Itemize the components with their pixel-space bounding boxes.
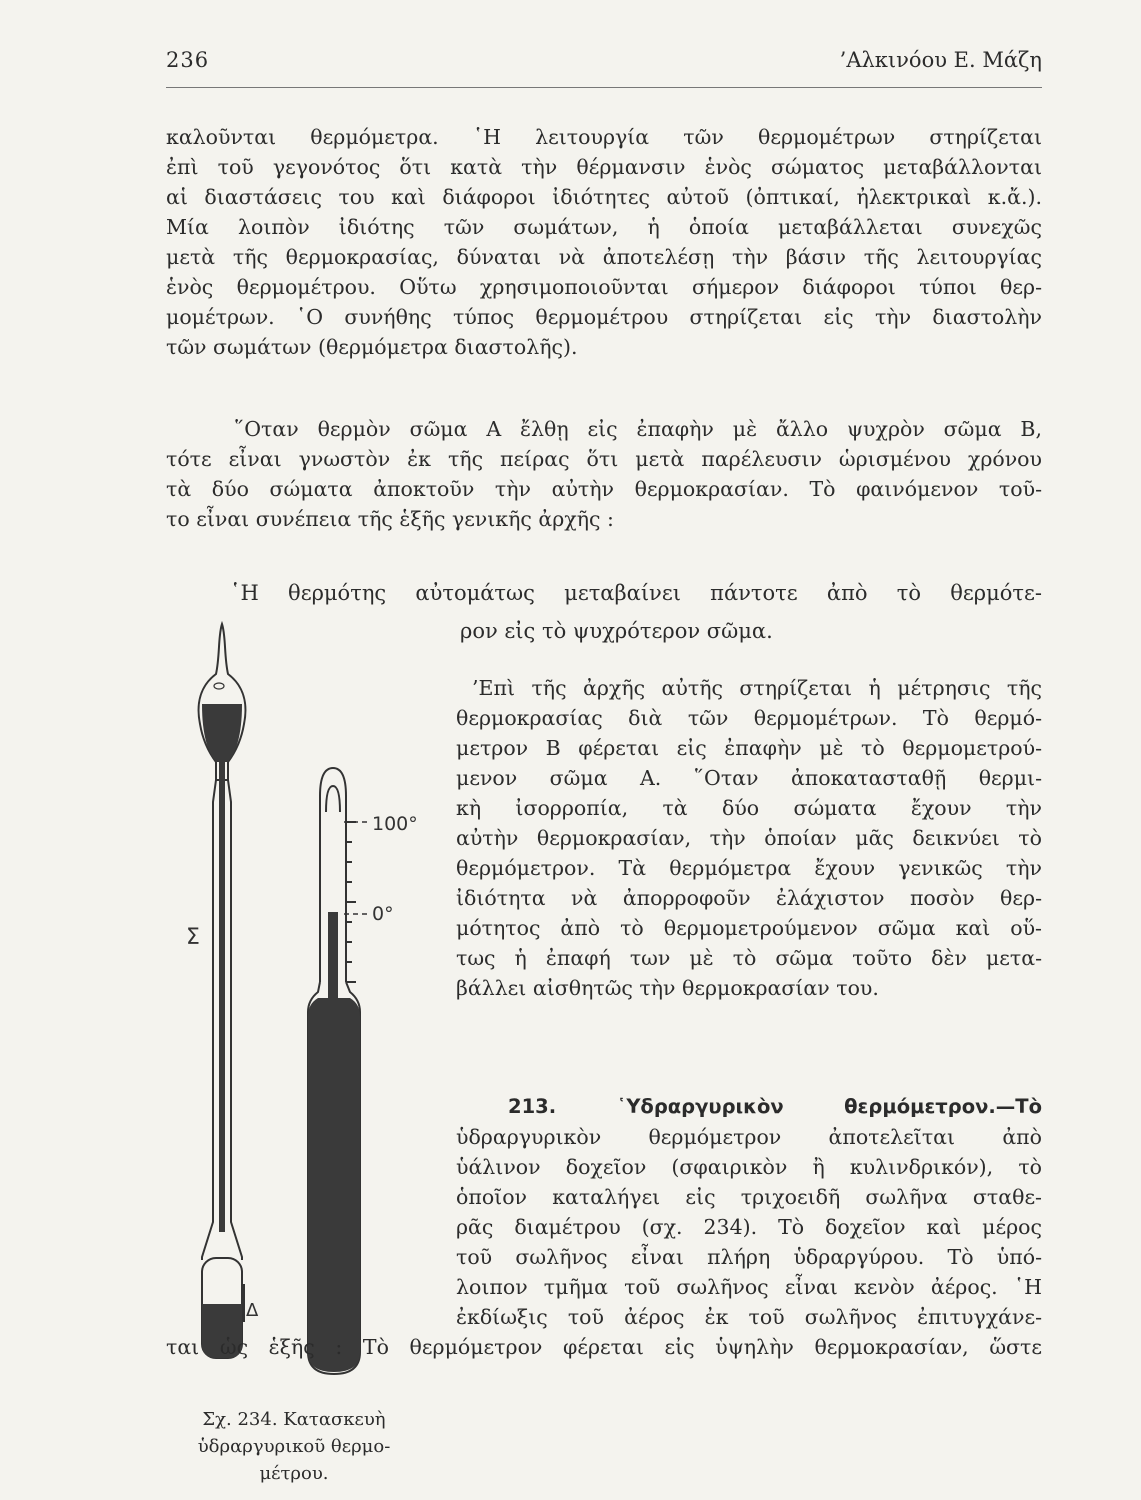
section-213 <box>456 1092 1042 1332</box>
text-line: μότητος ἀπὸ τὸ θερμομετρούμενον σῶμα καὶ οὕ- <box>456 916 1042 940</box>
text-line: ὑάλινον δοχεῖον (σφαιρικὸν ἢ κυλινδρικόν), τὸ <box>456 1155 1042 1179</box>
text-line: θερμοκρασίας διὰ τῶν θερμομέτρων. Τὸ θερμό- <box>456 706 1042 730</box>
text-line: ’Επὶ τῆς ἀρχῆς αὐτῆς στηρίζεται ἡ μέτρησις τῆς <box>472 676 1042 700</box>
text-line: ὑδραργυρικὸν θερμόμετρον ἀποτελεῖται ἀπὸ <box>456 1125 1042 1149</box>
mercury-column <box>328 912 338 1002</box>
page-number: 236 <box>166 48 210 72</box>
paragraph-2 <box>166 414 1042 534</box>
header-rule <box>166 87 1042 88</box>
text-line: μομέτρων. ῾Ο συνήθης τύπος θερμομέτρου στηρίζεται εἰς τὴν διαστολὴν <box>166 305 1042 329</box>
caption-line: ὑδραργυρικοῦ θερμο- <box>197 1436 391 1457</box>
paragraph-3 <box>456 673 1042 1003</box>
text-line: τοῦ σωλῆνος εἶναι πλήρη ὑδραργύρου. Τὸ ὑπό- <box>456 1245 1042 1269</box>
text-line: βάλλει αἰσθητῶς τὴν θερμοκρασίαν του. <box>456 976 879 1000</box>
figure-caption <box>166 1406 422 1487</box>
text-line: μενον σῶμα Α. ῞Οταν ἀποκατασταθῇ θερμι- <box>456 766 1042 790</box>
text-line: το εἶναι συνέπεια τῆς ἑξῆς γενικῆς ἀρχῆς : <box>166 507 614 531</box>
thermometer-figure <box>166 612 436 1407</box>
text-line: ρᾶς διαμέτρου (σχ. 234). Τὸ δοχεῖον καὶ μέρος <box>456 1215 1042 1239</box>
law-line-2: ρον εἰς τὸ ψυχρότερον σῶμα. <box>460 619 773 643</box>
text-line: μετρον Β φέρεται εἰς ἐπαφὴν μὲ τὸ θερμομετρού- <box>456 736 1042 760</box>
text-line: ἰδιότητα νὰ ἀπορροφοῦν ἐλάχιστον ποσὸν θερ- <box>456 886 1042 910</box>
mercury-upper <box>202 704 242 762</box>
text-line: τως ἡ ἐπαφή των μὲ τὸ σῶμα τοῦτο δὲν μετα- <box>456 946 1042 970</box>
label-0: 0° <box>372 903 394 925</box>
text-line: Μία λοιπὸν ἰδιότης τῶν σωμάτων, ἡ ὁποία μεταβάλλεται συνεχῶς <box>166 215 1042 239</box>
paragraph-1 <box>166 122 1042 362</box>
text-line: αὐτὴν θερμοκρασίαν, τὴν ὁποίαν μᾶς δεικνύει τὸ <box>456 826 1042 850</box>
text-line: ἑνὸς θερμομέτρου. Οὕτω χρησιμοποιοῦνται σήμερον διάφοροι τύποι θερ- <box>166 275 1042 299</box>
capillary-sigma <box>219 762 225 1232</box>
law-line-1: ῾Η θερμότης αὐτομάτως μεταβαίνει πάντοτε ἀπὸ τὸ θερμότε- <box>230 581 1042 605</box>
label-delta: Δ <box>246 1300 259 1321</box>
air-bubble <box>214 683 224 689</box>
text-line: αἱ διαστάσεις του καὶ διάφοροι ἰδιότητες αὐτοῦ (ὀπτικαί, ἠλεκτρικαὶ κ.ἄ.). <box>166 185 1042 209</box>
mercury-bulb <box>308 998 360 1372</box>
text-line: τὰ δύο σώματα ἀποκτοῦν τὴν αὐτὴν θερμοκρασίαν. Τὸ φαινόμενον τοῦ- <box>166 477 1042 501</box>
text-line: ὁποῖον καταλήγει εἰς τριχοειδῆ σωλῆνα σταθε- <box>456 1185 1042 1209</box>
final-line <box>166 1332 1042 1362</box>
section-heading: 213. ῾Υδραργυρικὸν θερμόμετρον.—Τὸ <box>508 1095 1042 1118</box>
text-line: λοιπον τμῆμα τοῦ σωλῆνος εἶναι κενὸν ἀέρος. ῾Η <box>456 1275 1042 1299</box>
text-line: ται ὡς ἑξῆς : Τὸ θερμόμετρον φέρεται εἰς ὑψηλὴν θερμοκρασίαν, ὥστε <box>166 1335 1042 1359</box>
running-author: ’Αλκινόου Ε. Μάζη <box>839 48 1042 72</box>
text-line: θερμόμετρον. Τὰ θερμόμετρα ἔχουν γενικῶς τὴν <box>456 856 1042 880</box>
text-line: καλοῦνται θερμόμετρα. ῾Η λειτουργία τῶν θερμομέτρων στηρίζεται <box>166 125 1042 149</box>
page-header <box>166 48 1042 78</box>
caption-line: μέτρου. <box>259 1463 329 1484</box>
text-line: ἐκδίωξις τοῦ ἀέρος ἐκ τοῦ σωλῆνος ἐπιτυγχάνε- <box>456 1305 1042 1329</box>
text-line: μετὰ τῆς θερμοκρασίας, δύναται νὰ ἀποτελέσῃ τὴν βάσιν τῆς λειτουργίας <box>166 245 1042 269</box>
text-line: τότε εἶναι γνωστὸν ἐκ τῆς πείρας ὅτι μετὰ παρέλευσιν ὡρισμένου χρόνου <box>166 447 1042 471</box>
label-sigma: Σ <box>186 925 200 950</box>
text-line: ῞Οταν θερμὸν σῶμα Α ἔλθῃ εἰς ἐπαφὴν μὲ ἄλλο ψυχρὸν σῶμα Β, <box>234 417 1042 441</box>
text-line: τῶν σωμάτων (θερμόμετρα διαστολῆς). <box>166 335 578 359</box>
text-line: ἐπὶ τοῦ γεγονότος ὅτι κατὰ τὴν θέρμανσιν ἑνὸς σώματος μεταβάλλονται <box>166 155 1042 179</box>
caption-line: Σχ. 234. Κατασκευὴ <box>202 1409 386 1430</box>
label-100: 100° <box>372 813 418 835</box>
text-line: κὴ ἰσορροπία, τὰ δύο σώματα ἔχουν τὴν <box>456 796 1042 820</box>
